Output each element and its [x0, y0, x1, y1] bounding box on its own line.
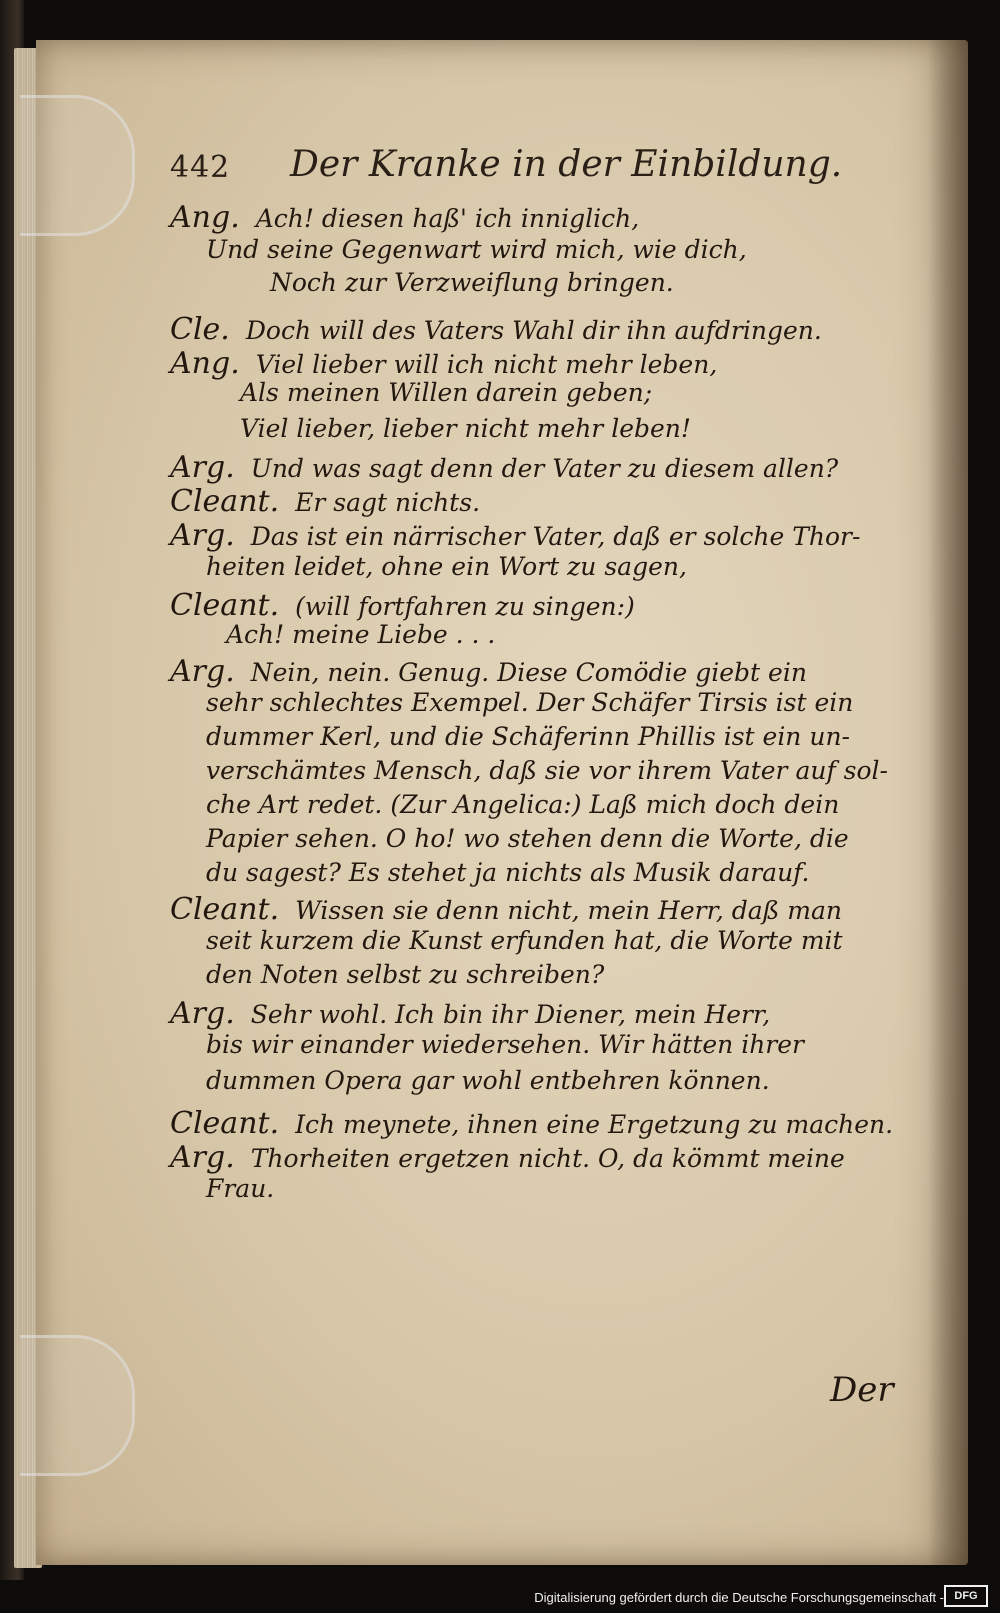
page-header: [160, 140, 880, 190]
text-line: [170, 1140, 845, 1175]
speaker-name: Cle.: [170, 312, 230, 347]
text-line: [206, 1030, 804, 1059]
dfg-logo: DFG: [944, 1585, 988, 1607]
speaker-name: Cleant.: [170, 484, 280, 519]
text-line: [206, 722, 850, 751]
text-line: [170, 996, 770, 1031]
digitization-credit: Digitalisierung gefördert durch die Deutsche Forschungsgemeinschaft -: [534, 1590, 944, 1605]
text-line: [206, 926, 843, 955]
line-text: verschämtes Mensch, daß sie vor ihrem Vater auf sol-: [206, 756, 888, 785]
line-text: Wissen sie denn nicht, mein Herr, daß man: [295, 896, 842, 925]
page-clip-bottom: [20, 1335, 135, 1476]
text-line: [206, 960, 604, 989]
line-text: Ach! diesen haß' ich inniglich,: [255, 204, 640, 233]
line-text: dummer Kerl, und die Schäferinn Phillis ist ein un-: [206, 722, 851, 751]
text-line: [206, 790, 839, 819]
line-text: Das ist ein närrischer Vater, daß er solche Thor-: [250, 522, 861, 551]
text-line: [170, 654, 807, 689]
line-text: Sehr wohl. Ich bin ihr Diener, mein Herr,: [250, 1000, 771, 1029]
line-text: Als meinen Willen darein geben;: [240, 378, 653, 407]
line-text: Und seine Gegenwart wird mich, wie dich,: [206, 235, 747, 264]
text-line: [270, 268, 674, 297]
speaker-name: Cleant.: [170, 588, 280, 623]
line-text: che Art redet. (Zur Angelica:) Laß mich doch dein: [206, 790, 840, 819]
footer-strip: [0, 1580, 1000, 1613]
speaker-name: Arg.: [170, 450, 235, 485]
line-text: seit kurzem die Kunst erfunden hat, die Worte mit: [206, 926, 843, 955]
line-text: Noch zur Verzweiflung bringen.: [270, 268, 674, 297]
line-text: Er sagt nichts.: [295, 488, 481, 517]
line-text: sehr schlechtes Exempel. Der Schäfer Tirsis ist ein: [206, 688, 854, 717]
line-text: den Noten selbst zu schreiben?: [206, 960, 605, 989]
catchword: Der: [830, 1370, 894, 1410]
text-line: [206, 1174, 274, 1203]
text-line: [170, 312, 822, 347]
speaker-name: Ang.: [170, 346, 240, 381]
line-text: Nein, nein. Genug. Diese Comödie giebt ein: [250, 658, 807, 687]
line-text: heiten leidet, ohne ein Wort zu sagen,: [206, 552, 687, 581]
text-line: [170, 1106, 893, 1141]
text-line: [206, 688, 853, 717]
line-text: Und was sagt denn der Vater zu diesem allen?: [250, 454, 839, 483]
page-number: 442: [170, 150, 231, 185]
text-line: [170, 892, 842, 927]
speaker-name: Cleant.: [170, 892, 280, 927]
line-text: du sagest? Es stehet ja nichts als Musik darauf.: [206, 858, 810, 887]
text-line: [206, 756, 888, 785]
line-text: Ich meynete, ihnen eine Ergetzung zu machen.: [295, 1110, 894, 1139]
text-line: [240, 378, 652, 407]
running-title: Der Kranke in der Einbildung.: [290, 144, 843, 185]
text-line: [170, 588, 635, 623]
text-line: [206, 552, 687, 581]
page-clip-top: [20, 95, 135, 236]
text-line: [170, 450, 838, 485]
text-line: [206, 1066, 770, 1095]
text-line: [240, 414, 691, 443]
text-line: [170, 484, 480, 519]
speaker-name: Cleant.: [170, 1106, 280, 1141]
spine-shadow: [928, 40, 968, 1565]
line-text: Viel lieber, lieber nicht mehr leben!: [240, 414, 691, 443]
line-text: bis wir einander wiedersehen. Wir hätten ihrer: [206, 1030, 804, 1059]
text-line: [170, 200, 639, 235]
speaker-name: Arg.: [170, 518, 235, 553]
line-text: dummen Opera gar wohl entbehren können.: [206, 1066, 770, 1095]
text-line: [226, 620, 495, 649]
speaker-name: Ang.: [170, 200, 240, 235]
text-line: [170, 346, 717, 381]
text-line: [170, 518, 860, 553]
line-text: Viel lieber will ich nicht mehr leben,: [255, 350, 718, 379]
line-text: (will fortfahren zu singen:): [295, 592, 635, 621]
text-line: [206, 824, 849, 853]
line-text: Doch will des Vaters Wahl dir ihn aufdringen.: [245, 316, 822, 345]
speaker-name: Arg.: [170, 654, 235, 689]
speaker-name: Arg.: [170, 1140, 235, 1175]
line-text: Papier sehen. O ho! wo stehen denn die Worte, die: [206, 824, 849, 853]
line-text: Ach! meine Liebe . . .: [226, 620, 496, 649]
line-text: Thorheiten ergetzen nicht. O, da kömmt meine: [250, 1144, 845, 1173]
text-line: [206, 858, 810, 887]
line-text: Frau.: [206, 1174, 275, 1203]
speaker-name: Arg.: [170, 996, 235, 1031]
text-line: [206, 235, 747, 264]
